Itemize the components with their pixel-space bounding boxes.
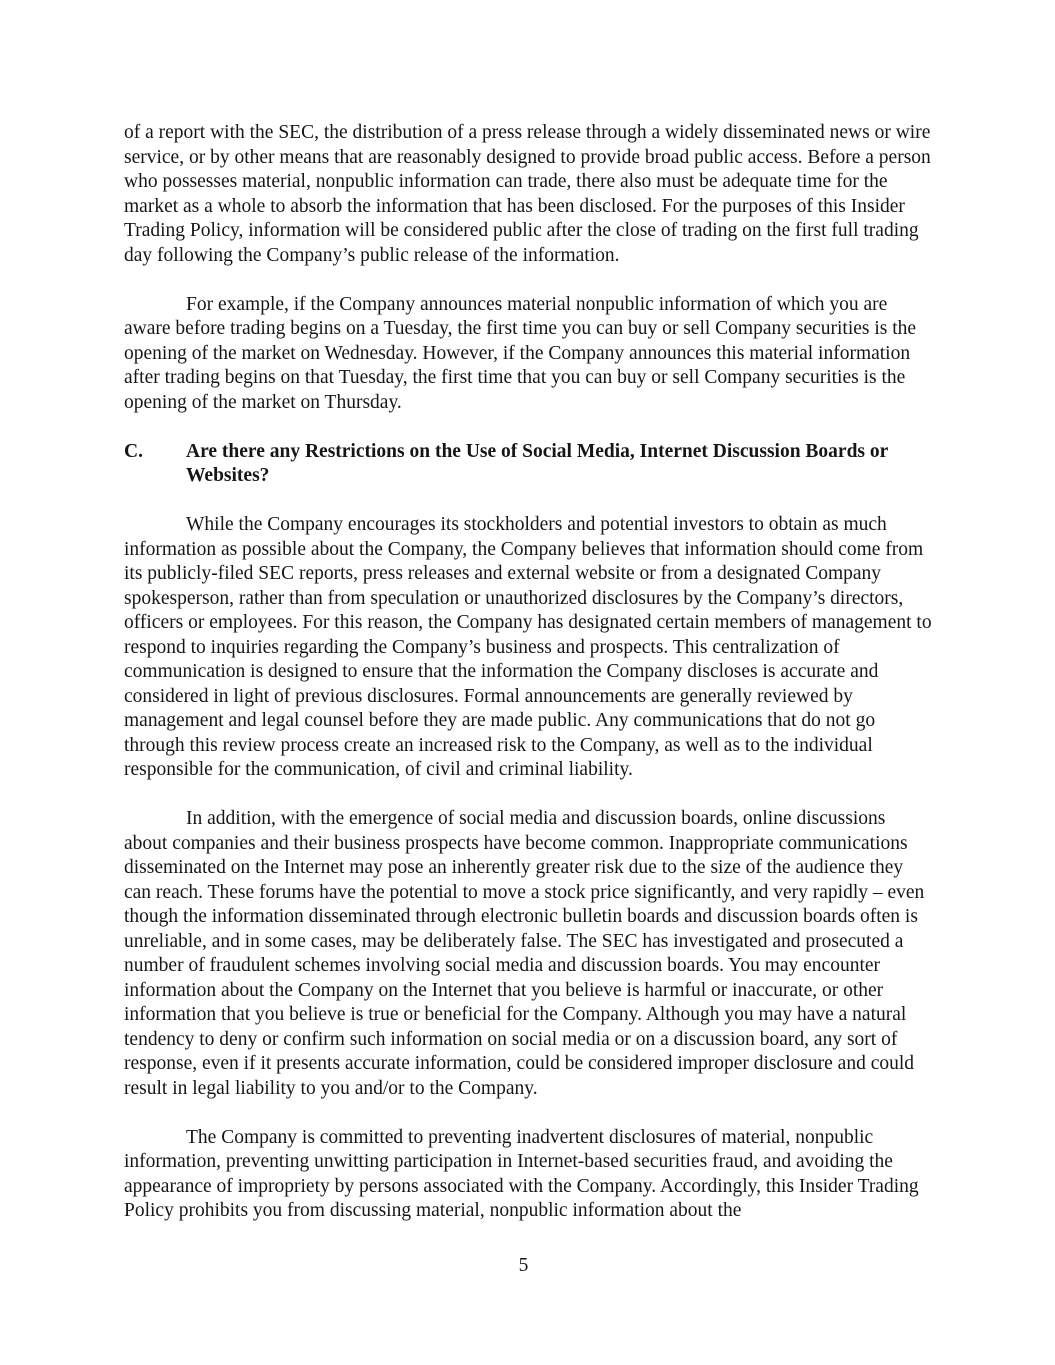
document-text-block [124, 121, 932, 1248]
body-paragraph-company-communications: While the Company encourages its stockholders and potential investors to obtain as much information as possible about the Company, the Company believes that information should come from its publicly-filed SEC reports, press releases and external website or from a designated Company spokesperson, rather than from speculation or unauthorized disclosures by the Company’s directors, officers or employees. For this reason, the Company has designated certain members of management to respond to inquiries regarding the Company’s business and prospects. This centralization of communication is designed to ensure that the information the Company discloses is accurate and considered in light of previous disclosures. Formal announcements are generally reviewed by management and legal counsel before they are made public. Any communications that do not go through this review process create an increased risk to the Company, as well as to the individual responsible for the communication, of civil and criminal liability. [124, 514, 932, 780]
body-paragraph-continuation: of a report with the SEC, the distribution of a press release through a widely disseminated news or wire service, or by other means that are reasonably designed to provide broad public access. Before a person who possesses material, nonpublic information can trade, there also must be adequate time for the market as a whole to absorb the information that has been disclosed. For the purposes of this Insider Trading Policy, information will be considered public after the close of trading on the first full trading day following the Company’s public release of the information. [124, 122, 931, 266]
section-heading [124, 440, 932, 489]
section-heading-label: C. [124, 440, 143, 462]
section-heading-title: Are there any Restrictions on the Use of Social Media, Internet Discussion Boards or Websites? [186, 440, 888, 486]
body-paragraph-social-media-risk: In addition, with the emergence of social media and discussion boards, online discussions about companies and their business prospects have become common. Inappropriate communications disseminated on the Internet may pose an inherently greater risk due to the size of the audience they can reach. These forums have the potential to move a stock price significantly, and very rapidly – even though the information disseminated through electronic bulletin boards and discussion boards often is unreliable, and in some cases, may be deliberately false. The SEC has investigated and prosecuted a number of fraudulent schemes involving social media and discussion boards. You may encounter information about the Company on the Internet that you believe is harmful or inaccurate, or other information that you believe is true or beneficial for the Company. Although you may have a natural tendency to deny or confirm such information on social media or on a discussion board, any sort of response, even if it presents accurate information, could be considered improper disclosure and could result in legal liability to you and/or to the Company. [124, 808, 925, 1099]
body-paragraph-policy-commitment: The Company is committed to preventing inadvertent disclosures of material, nonpublic information, preventing unwitting participation in Internet-based securities fraud, and avoiding the appearance of impropriety by persons associated with the Company. Accordingly, this Insider Trading Policy prohibits you from discussing material, nonpublic information about the [124, 1126, 919, 1221]
body-paragraph-example: For example, if the Company announces material nonpublic information of which you are aware before trading begins on a Tuesday, the first time you can buy or sell Company securities is the opening of the market on Wednesday. However, if the Company announces this material information after trading begins on that Tuesday, the first time that you can buy or sell Company securities is the opening of the market on Thursday. [124, 293, 917, 413]
page-number: 5 [518, 1255, 529, 1276]
